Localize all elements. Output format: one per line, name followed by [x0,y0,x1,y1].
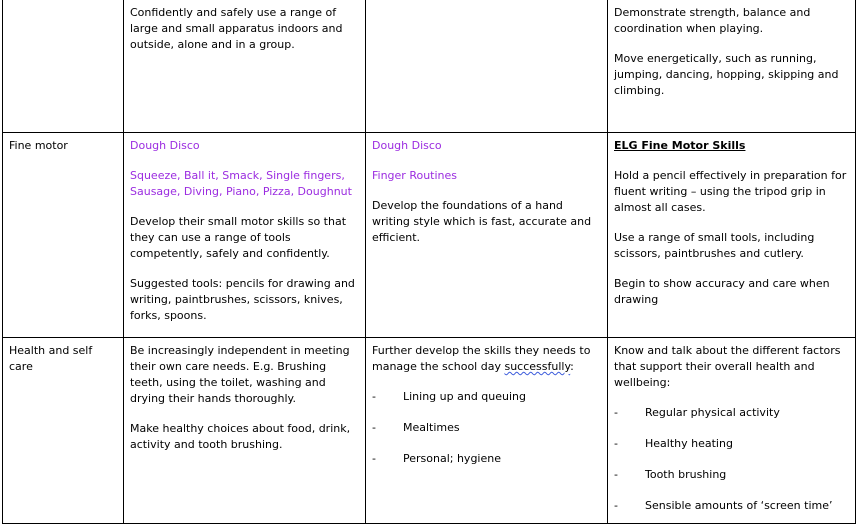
list-item: - Lining up and queuing [372,390,527,403]
dough-disco-heading: Dough Disco [130,139,200,152]
row-label-cell: Fine motor [3,133,124,338]
cell-intro: Further develop the skills they needs to manage the school day successfully: [372,344,591,373]
finger-routines: Finger Routines [372,169,458,182]
cell-paragraph: Make healthy choices about food, drink, activity and tooth brushing. [130,422,351,451]
dough-disco-moves: Squeeze, Ball it, Smack, Single fingers, Sausage, Diving, Piano, Pizza, Doughnut [130,169,352,198]
bullet-list [372,389,602,467]
cell-paragraph: Be increasingly independent in meeting their own care needs. E.g. Brushing teeth, using the toilet, washing and drying their hands thoroughly. [130,344,350,405]
cell-paragraph: Suggested tools: pencils for drawing and writing, paintbrushes, scissors, knives, forks, spoons. [130,277,355,322]
cell-year1 [366,133,608,338]
cell-paragraph: Demonstrate strength, balance and coordination when playing. [614,6,811,35]
list-item: - Personal; hygiene [372,452,501,465]
spellcheck-underline: successfully [504,360,571,373]
curriculum-table [2,0,856,524]
list-item: - Tooth brushing [614,468,727,481]
cell-intro: Know and talk about the different factors that support their overall health and wellbeing: [614,344,841,389]
table-row [3,133,856,338]
list-item: - Regular physical activity [614,406,780,419]
list-item: - Sensible amounts of ‘screen time’ [614,499,833,512]
table-row [3,0,856,133]
list-item: - Mealtimes [372,421,460,434]
row-label-cell [3,0,124,133]
dough-disco-heading: Dough Disco [372,139,442,152]
cell-paragraph: Use a range of small tools, including scissors, paintbrushes and cutlery. [614,231,815,260]
cell-paragraph: Confidently and safely use a range of large and small apparatus indoors and outside, alone and in a group. [130,6,343,51]
cell-elg [608,338,856,524]
cell-reception [124,133,366,338]
elg-heading: ELG Fine Motor Skills [614,139,746,152]
cell-paragraph: Begin to show accuracy and care when drawing [614,277,830,306]
cell-paragraph: Develop the foundations of a hand writing style which is fast, accurate and efficient. [372,199,592,244]
cell-elg [608,0,856,133]
cell-elg [608,133,856,338]
cell-paragraph: Develop their small motor skills so that they can use a range of tools competently, safely and confidently. [130,215,347,260]
cell-paragraph: Move energetically, such as running, jumping, dancing, hopping, skipping and climbing. [614,52,839,97]
cell-year1 [366,338,608,524]
cell-reception [124,338,366,524]
list-item: - Healthy heating [614,437,733,450]
bullet-list [614,405,850,514]
cell-year1 [366,0,608,133]
table-row [3,338,856,524]
row-label-cell: Health and self care [3,338,124,524]
cell-paragraph: Hold a pencil effectively in preparation for fluent writing – using the tripod grip in almost all cases. [614,169,847,214]
cell-reception [124,0,366,133]
